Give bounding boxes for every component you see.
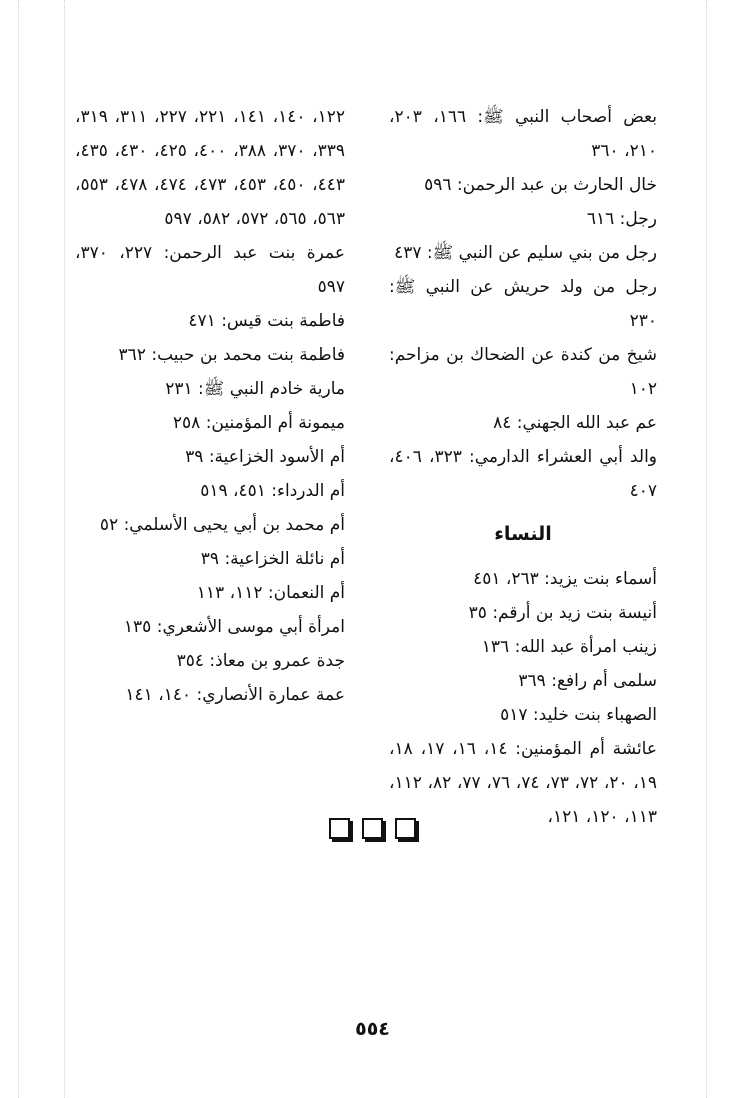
square-ornament-icon <box>329 818 350 839</box>
scan-artifact-line <box>64 0 65 1098</box>
index-entry: أم الأسود الخزاعية: ٣٩ <box>185 447 345 467</box>
index-entry: فاطمة بنت قيس: ٤٧١ <box>188 311 345 331</box>
index-entry: أم النعمان: ١١٢، ١١٣ <box>196 583 345 603</box>
left-column <box>75 100 345 712</box>
index-entry: رجل من بني سليم عن النبي ﷺ: ٤٣٧ <box>394 243 657 263</box>
square-ornament-icon <box>395 818 416 839</box>
index-entry: أم نائلة الخزاعية: ٣٩ <box>200 549 345 569</box>
index-entry: الصهباء بنت خليد: ٥١٧ <box>500 705 657 725</box>
index-entry: جدة عمرو بن معاذ: ٣٥٤ <box>176 651 345 671</box>
section-heading-women: النساء <box>494 523 552 545</box>
index-entry: خال الحارث بن عبد الرحمن: ٥٩٦ <box>424 175 657 195</box>
square-ornament-icon <box>362 818 383 839</box>
page-number: ٥٥٤ <box>355 1018 390 1040</box>
index-entry: ميمونة أم المؤمنين: ٢٥٨ <box>172 413 345 433</box>
index-entry: عم عبد الله الجهني: ٨٤ <box>493 413 657 433</box>
index-entry: رجل: ٦١٦ <box>586 209 657 229</box>
index-entry: ١٢٢، ١٤٠، ١٤١، ٢٢١، ٢٢٧، ٣١١، ٣١٩، ٣٣٩، ٣٧٠، ٣٨٨، ٤٠٠، ٤٢٥، ٤٣٠، ٤٣٥، ٤٤٣، ٤٥٠، ٤٥٣، ٤٧٣، ٤٧٤، ٤٧٨، ٥٥٣، ٥٦٣، ٥٦٥، ٥٧٢، ٥٨٢، ٥٩٧ <box>75 107 345 229</box>
index-entry: عائشة أم المؤمنين: ١٤، ١٦، ١٧، ١٨، ١٩، ٢٠، ٧٢، ٧٣، ٧٤، ٧٦، ٧٧، ٨٢، ١١٢، ١١٣، ١٢٠، ١٢١، <box>389 739 658 827</box>
index-entry: مارية خادم النبي ﷺ: ٢٣١ <box>165 379 345 399</box>
index-entry: والد أبي العشراء الدارمي: ٣٢٣، ٤٠٦، ٤٠٧ <box>389 447 658 501</box>
index-entry: زينب امرأة عبد الله: ١٣٦ <box>481 637 657 657</box>
right-column <box>389 100 657 834</box>
index-entry: عمة عمارة الأنصاري: ١٤٠، ١٤١ <box>125 685 345 705</box>
index-entry: أنيسة بنت زيد بن أرقم: ٣٥ <box>468 603 657 623</box>
index-entry: أسماء بنت يزيد: ٢٦٣، ٤٥١ <box>473 569 657 589</box>
index-entry: بعض أصحاب النبي ﷺ: ١٦٦، ٢٠٣، ٢١٠، ٣٦٠ <box>389 107 657 161</box>
index-entry: عمرة بنت عبد الرحمن: ٢٢٧، ٣٧٠، ٥٩٧ <box>75 243 346 297</box>
scan-artifact-line <box>18 0 19 1098</box>
index-entry: أم الدرداء: ٤٥١، ٥١٩ <box>200 481 345 501</box>
three-square-ornament-icon <box>0 818 745 839</box>
index-entry: رجل من ولد حريش عن النبي ﷺ: ٢٣٠ <box>389 277 657 331</box>
index-entry: شيخ من كندة عن الضحاك بن مزاحم: ١٠٢ <box>389 345 657 399</box>
index-entry: أم محمد بن أبي يحيى الأسلمي: ٥٢ <box>99 515 345 535</box>
index-entry: امرأة أبي موسى الأشعري: ١٣٥ <box>123 617 345 637</box>
scan-artifact-line <box>706 0 707 1098</box>
index-entry: فاطمة بنت محمد بن حبيب: ٣٦٢ <box>118 345 345 365</box>
index-entry: سلمى أم رافع: ٣٦٩ <box>518 671 657 691</box>
